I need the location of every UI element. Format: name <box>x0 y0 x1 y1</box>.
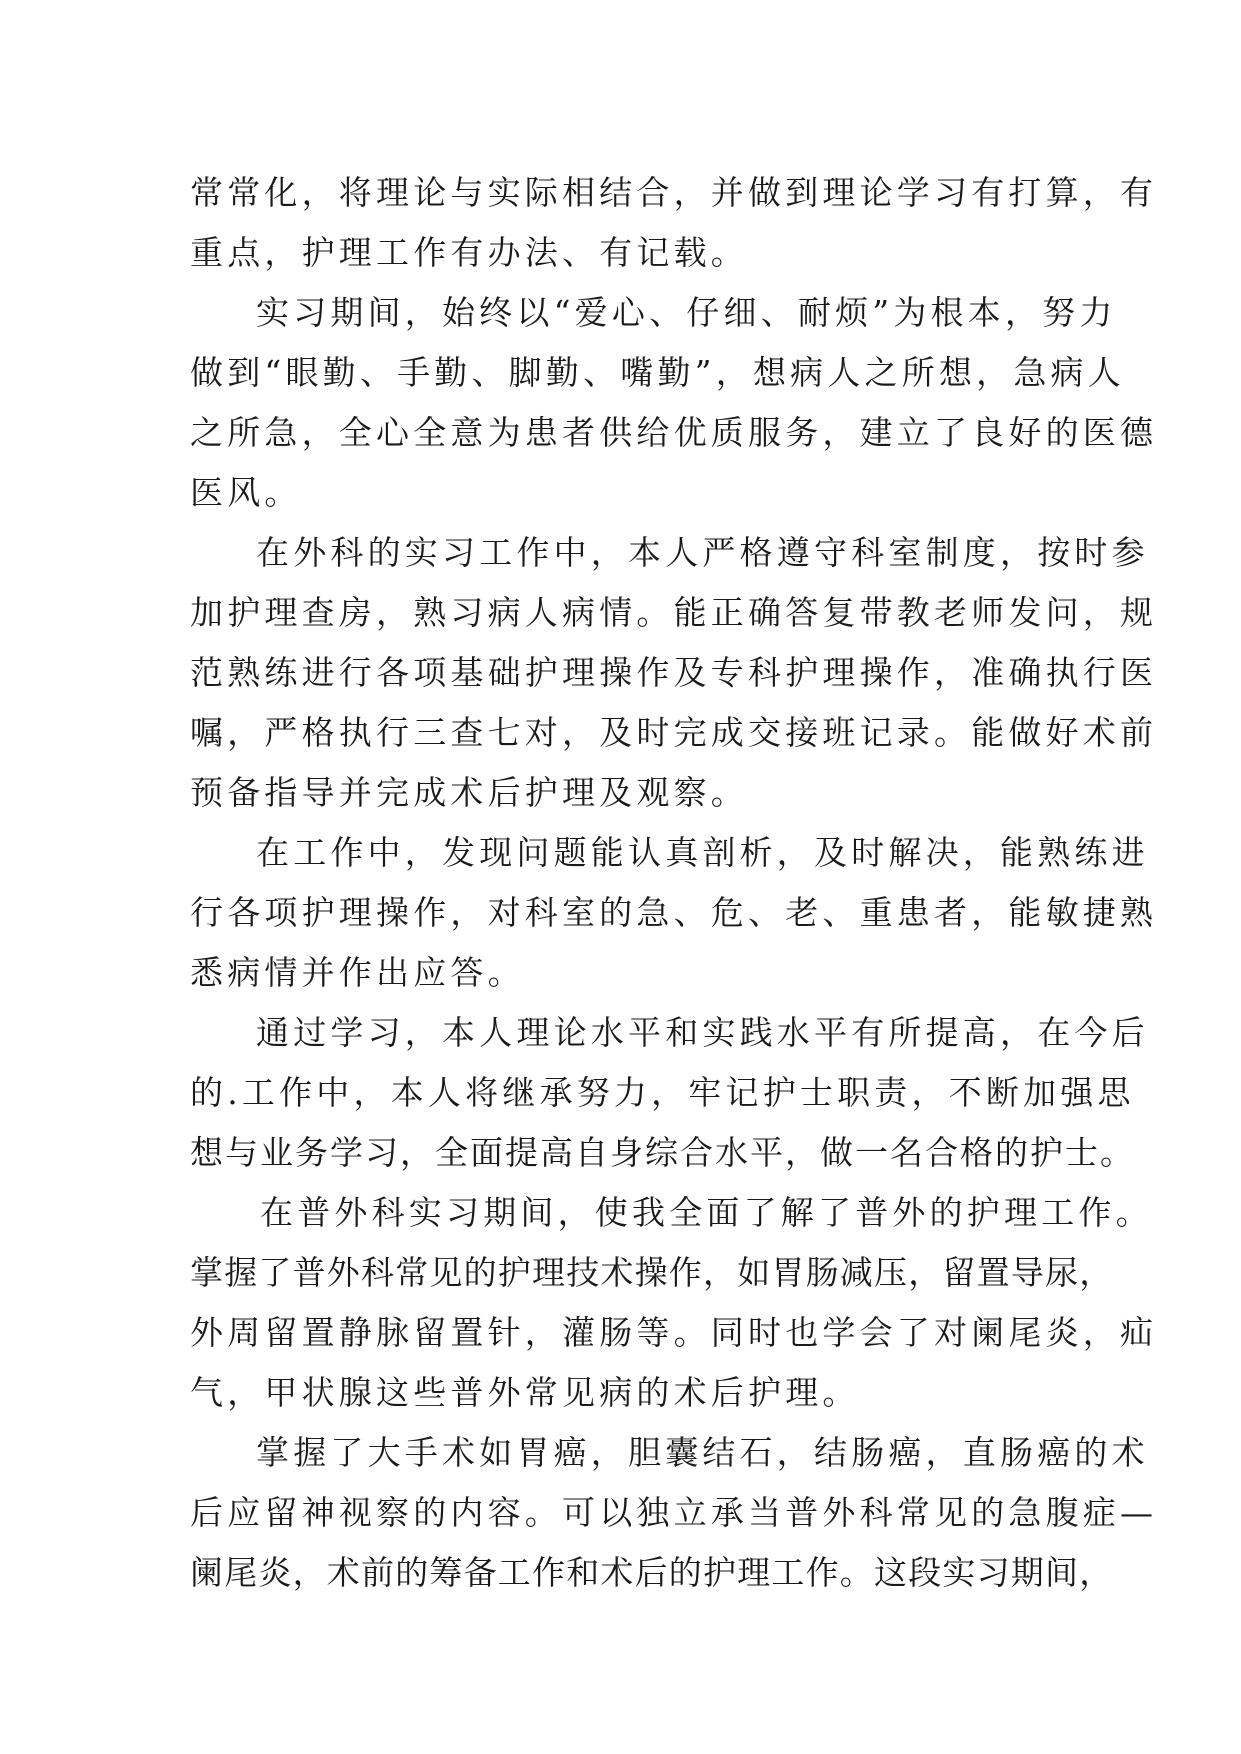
text-line: 做到“眼勤、手勤、脚勤、嘴勤”，想病人之所想，急病人 <box>190 353 1125 392</box>
text-line: 重点，护理工作有办法、有记载。 <box>190 233 748 272</box>
text-line: 加护理查房，熟习病人病情。能正确答复带教老师发问，规 <box>190 593 1158 632</box>
text-line: 之所急，全心全意为患者供给优质服务，建立了良好的医德 <box>190 413 1158 452</box>
text-line: 气，甲状腺这些普外常见病的术后护理。 <box>190 1373 860 1412</box>
text-line: 范熟练进行各项基础护理操作及专科护理操作，准确执行医 <box>190 653 1158 692</box>
text-line: 医风。 <box>190 473 302 512</box>
text-line: 掌握了大手术如胃癌，胆囊结石，结肠癌，直肠癌的术 <box>256 1433 1149 1472</box>
text-line: 后应留神视察的内容。可以独立承当普外科常见的急腹症— <box>190 1493 1158 1532</box>
text-line: 悉病情并作出应答。 <box>190 953 525 992</box>
text-line: 预备指导并完成术后护理及观察。 <box>190 773 748 812</box>
text-line: 嘱，严格执行三查七对，及时完成交接班记录。能做好术前 <box>190 713 1158 752</box>
text-line: 常常化，将理论与实际相结合，并做到理论学习有打算，有 <box>190 173 1158 212</box>
text-line: 的.工作中，本人将继承努力，牢记护士职责，不断加强思 <box>190 1073 1135 1112</box>
text-line: 实习期间，始终以“爱心、仔细、耐烦”为根本，努力 <box>256 293 1117 332</box>
text-line: 通过学习，本人理论水平和实践水平有所提高，在今后 <box>256 1013 1149 1052</box>
text-line: 掌握了普外科常见的护理技术操作，如胃肠减压，留置导尿， <box>190 1253 1114 1292</box>
text-line: 在工作中，发现问题能认真剖析，及时解决，能熟练进 <box>256 833 1149 872</box>
text-line: 行各项护理操作，对科室的急、危、老、重患者，能敏捷熟 <box>190 893 1158 932</box>
text-line: 想与业务学习，全面提高自身综合水平，做一名合格的护士。 <box>190 1133 1135 1172</box>
text-line: 在普外科实习期间，使我全面了解了普外的护理工作。 <box>260 1193 1153 1232</box>
body-text <box>190 163 1158 1603</box>
text-line: 阑尾炎，术前的筹备工作和术后的护理工作。这段实习期间， <box>190 1553 1114 1592</box>
text-line: 在外科的实习工作中，本人严格遵守科室制度，按时参 <box>256 533 1149 572</box>
text-line: 外周留置静脉留置针，灌肠等。同时也学会了对阑尾炎，疝 <box>190 1313 1158 1352</box>
